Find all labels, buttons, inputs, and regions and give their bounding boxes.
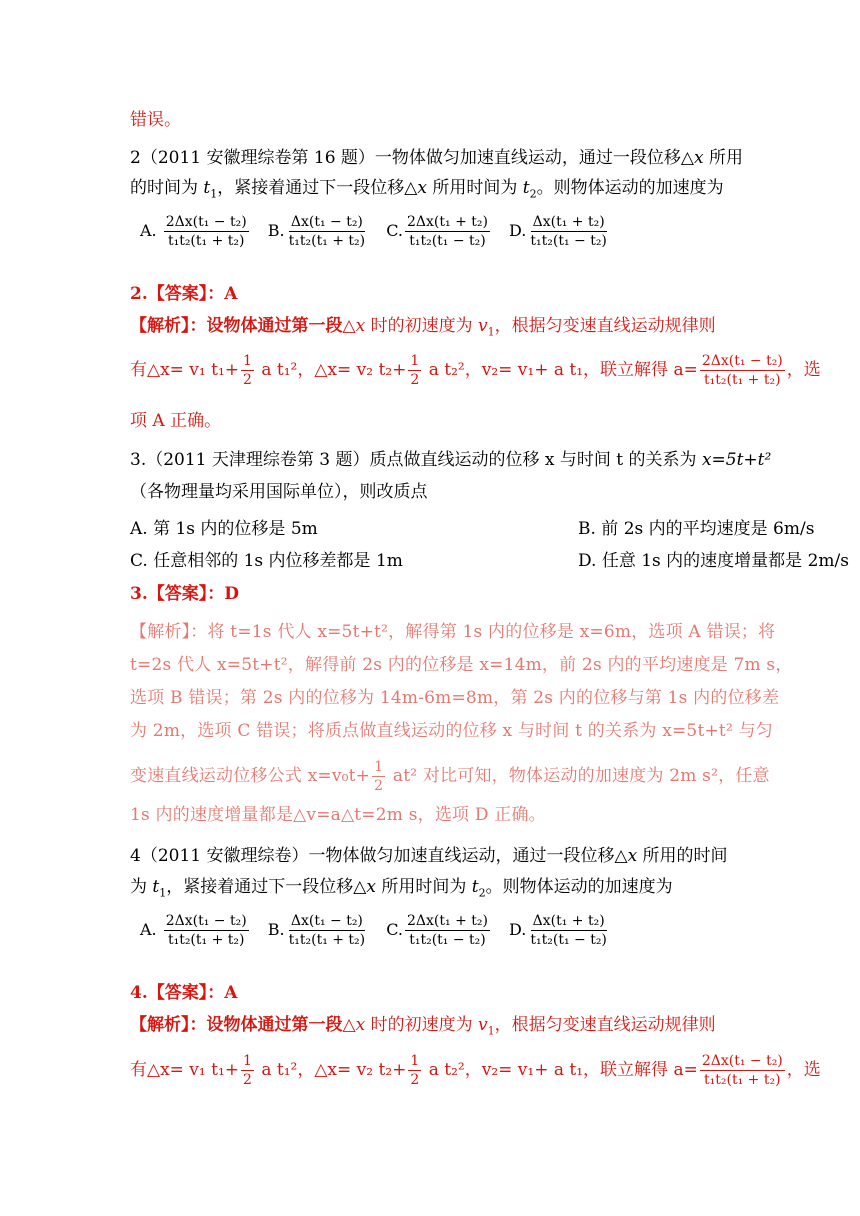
option-label: B. [267, 221, 285, 240]
line-text: a t₂²，v₂= v₁+ a t₁，联立解得 a= [423, 360, 698, 380]
fraction [528, 912, 609, 949]
analysis-3-line-5 [130, 758, 770, 795]
analysis-3-line-4 [130, 718, 773, 744]
denominator: t₁t₂(t₁ + t₂) [167, 233, 245, 249]
subscript: 1 [487, 325, 495, 339]
option-label: B. [267, 920, 285, 939]
fraction-result [700, 1052, 785, 1089]
line-text: 【解析】：将 t=1s 代人 x=5t+t²，解得第 1s 内的位移是 x=6m，选项 A 错误；将 [130, 622, 776, 642]
numerator: 1 [243, 353, 252, 369]
subscript: 1 [487, 1024, 495, 1038]
answer-text: 3.【答案】：D [130, 584, 239, 604]
var-x: x [694, 148, 704, 168]
line-text: （各物理量均采用国际单位），则改质点 [130, 482, 428, 502]
analysis-4-line-1 [130, 1012, 740, 1038]
line-text: ，根据匀变速直线运动规律则 [494, 316, 716, 336]
line-text: 1s 内的速度增量都是△v=a△t=2m s，选项 D 正确。 [130, 805, 546, 825]
denominator: 2 [410, 372, 420, 388]
var-t1: t [152, 877, 160, 897]
option-c [386, 213, 492, 250]
var-t2: t [522, 178, 530, 198]
line-text: 选项 B 错误；第 2s 内的位移为 14m-6m=8m，第 2s 内的位移与第 1s 内的位移差 [130, 688, 780, 708]
question-3-options-row-1 [130, 516, 815, 542]
answer-2 [130, 281, 740, 307]
answer-text: 4.【答案】：A [130, 983, 238, 1003]
line-text: 变速直线运动位移公式 x=v₀t+ [130, 766, 371, 786]
numerator: Δx(t₁ + t₂) [532, 913, 605, 929]
line-text: 时的初速度为 [365, 1015, 478, 1035]
line-text: 项 A 正确。 [130, 411, 222, 431]
option-c: C. 任意相邻的 1s 内位移差都是 1m [130, 551, 403, 571]
line-text: 【解析】：设物体通过第一段△ [130, 316, 356, 336]
option-b: B. 前 2s 内的平均速度是 6m/s [578, 519, 815, 539]
denominator: t₁t₂(t₁ − t₂) [530, 233, 607, 249]
numerator: 2Δx(t₁ + t₂) [407, 913, 488, 929]
fraction [405, 213, 490, 250]
option-c [386, 912, 492, 949]
denominator: t₁t₂(t₁ + t₂) [167, 932, 245, 948]
line-text: 所用时间为 [375, 877, 472, 897]
option-d: D. 任意 1s 内的速度增量都是 2m/s [578, 551, 849, 571]
line-text: 为 [130, 877, 153, 897]
numerator: Δx(t₁ − t₂) [290, 214, 363, 230]
numerator: 2Δx(t₁ + t₂) [407, 214, 488, 230]
line-text: 时的初速度为 [365, 316, 478, 336]
text-line [130, 107, 740, 133]
analysis-2-line-2 [130, 352, 821, 389]
fraction [528, 213, 609, 250]
numerator: 1 [410, 353, 420, 369]
subscript: 1 [159, 886, 167, 900]
line-text: ，根据匀变速直线运动规律则 [494, 1015, 716, 1035]
numerator: Δx(t₁ − t₂) [290, 913, 363, 929]
analysis-3-line-6 [130, 802, 740, 828]
question-2-line-1 [130, 145, 743, 171]
fraction-half [408, 352, 421, 389]
var-x: x [366, 877, 376, 897]
line-text: 4（2011 安徽理综卷）一物体做匀加速直线运动，通过一段位移△ [130, 846, 628, 866]
option-label: D. [509, 221, 527, 240]
var-t2: t [471, 877, 479, 897]
line-text: 错误。 [130, 110, 181, 130]
analysis-2-line-3 [130, 408, 740, 434]
numerator: 2Δx(t₁ − t₂) [165, 913, 247, 929]
var-x: x [355, 1015, 366, 1035]
fraction-half [241, 1052, 254, 1089]
question-3-line-2 [130, 479, 740, 505]
line-text: 所用的时间 [637, 846, 728, 866]
question-3-options-row-2 [130, 548, 849, 574]
var-v: v [477, 1015, 488, 1035]
question-2-options [140, 213, 623, 250]
fraction [287, 912, 368, 949]
question-4-options [140, 912, 623, 949]
line-text: t=2s 代人 x=5t+t²，解得前 2s 内的位移是 x=14m，前 2s 内的平均速度是 7m s， [130, 655, 793, 675]
answer-4 [130, 980, 740, 1006]
answer-text: 2.【答案】：A [130, 284, 238, 304]
option-label: D. [509, 920, 527, 939]
analysis-3-line-1 [130, 619, 776, 645]
line-text: 所用时间为 [426, 178, 523, 198]
fraction [164, 213, 249, 250]
line-text: 2（2011 安徽理综卷第 16 题）一物体做匀加速直线运动，通过一段位移△ [130, 148, 694, 168]
equation: x=5t+t² [701, 450, 772, 470]
option-a: A. 第 1s 内的位移是 5m [130, 519, 318, 539]
line-text: 所用 [703, 148, 743, 168]
numerator: Δx(t₁ + t₂) [532, 214, 605, 230]
fraction [405, 912, 490, 949]
denominator: t₁t₂(t₁ − t₂) [409, 932, 486, 948]
denominator: t₁t₂(t₁ − t₂) [409, 233, 486, 249]
fraction [164, 912, 249, 949]
denominator: 2 [374, 778, 384, 794]
denominator: t₁t₂(t₁ + t₂) [704, 1072, 781, 1088]
line-text: 的时间为 [130, 178, 204, 198]
var-x: x [355, 316, 366, 336]
numerator: 1 [243, 1053, 252, 1069]
line-text: ，紧接着通过下一段位移△ [217, 178, 418, 198]
denominator: t₁t₂(t₁ + t₂) [288, 233, 366, 249]
analysis-4-line-2 [130, 1052, 821, 1089]
option-d [509, 912, 611, 949]
option-label: A. [140, 920, 157, 939]
line-text: 3.（2011 天津理综卷第 3 题）质点做直线运动的位移 x 与时间 t 的关系为 [130, 450, 702, 470]
denominator: t₁t₂(t₁ − t₂) [530, 932, 607, 948]
question-3-line-1 [130, 447, 772, 473]
line-text: a t₁²，△x= v₂ t₂+ [255, 360, 407, 380]
var-x: x [627, 846, 638, 866]
denominator: t₁t₂(t₁ + t₂) [704, 372, 781, 388]
option-b [268, 912, 369, 949]
denominator: 2 [410, 1072, 420, 1088]
line-text: ，选 [786, 360, 821, 380]
analysis-3-line-3 [130, 685, 780, 711]
numerator: 1 [374, 759, 384, 775]
denominator: 2 [243, 372, 252, 388]
fraction-half [372, 758, 385, 795]
line-text: 有△x= v₁ t₁+ [130, 360, 240, 380]
option-label: A. [140, 221, 157, 240]
answer-3 [130, 581, 740, 607]
subscript: 2 [478, 886, 486, 900]
denominator: t₁t₂(t₁ + t₂) [288, 932, 366, 948]
option-b [268, 213, 369, 250]
numerator: 2Δx(t₁ − t₂) [701, 1053, 783, 1069]
analysis-3-line-2 [130, 652, 793, 678]
line-text: 为 2m，选项 C 错误；将质点做直线运动的位移 x 与时间 t 的关系为 x=5t+t² 与匀 [130, 721, 773, 741]
numerator: 2Δx(t₁ − t₂) [701, 353, 783, 369]
numerator: 2Δx(t₁ − t₂) [165, 214, 247, 230]
line-text: 。则物体运动的加速度为 [485, 877, 673, 897]
line-text: a t₂²，v₂= v₁+ a t₁，联立解得 a= [423, 1060, 698, 1080]
option-a [140, 912, 251, 949]
option-label: C. [386, 920, 403, 939]
question-4-line-2 [130, 874, 740, 900]
question-4-line-1 [130, 843, 740, 869]
option-d [509, 213, 611, 250]
question-2-line-2 [130, 175, 740, 201]
var-t1: t [203, 178, 211, 198]
var-v: v [477, 316, 488, 336]
fraction-result [700, 352, 785, 389]
subscript: 1 [210, 187, 218, 201]
denominator: 2 [243, 1072, 252, 1088]
option-a [140, 213, 251, 250]
fraction-half [241, 352, 254, 389]
numerator: 1 [410, 1053, 420, 1069]
line-text: ，选 [786, 1060, 821, 1080]
fraction [287, 213, 368, 250]
line-text: 【解析】：设物体通过第一段△ [130, 1015, 356, 1035]
fraction-half [408, 1052, 421, 1089]
line-text: a t₁²，△x= v₂ t₂+ [255, 1060, 407, 1080]
option-label: C. [386, 221, 403, 240]
line-text: at² 对比可知，物体运动的加速度为 2m s²，任意 [387, 766, 770, 786]
line-text: 。则物体运动的加速度为 [536, 178, 724, 198]
subscript: 2 [529, 187, 537, 201]
analysis-2-line-1 [130, 313, 740, 339]
line-text: ，紧接着通过下一段位移△ [166, 877, 367, 897]
line-text: 有△x= v₁ t₁+ [130, 1060, 240, 1080]
var-x: x [417, 178, 427, 198]
